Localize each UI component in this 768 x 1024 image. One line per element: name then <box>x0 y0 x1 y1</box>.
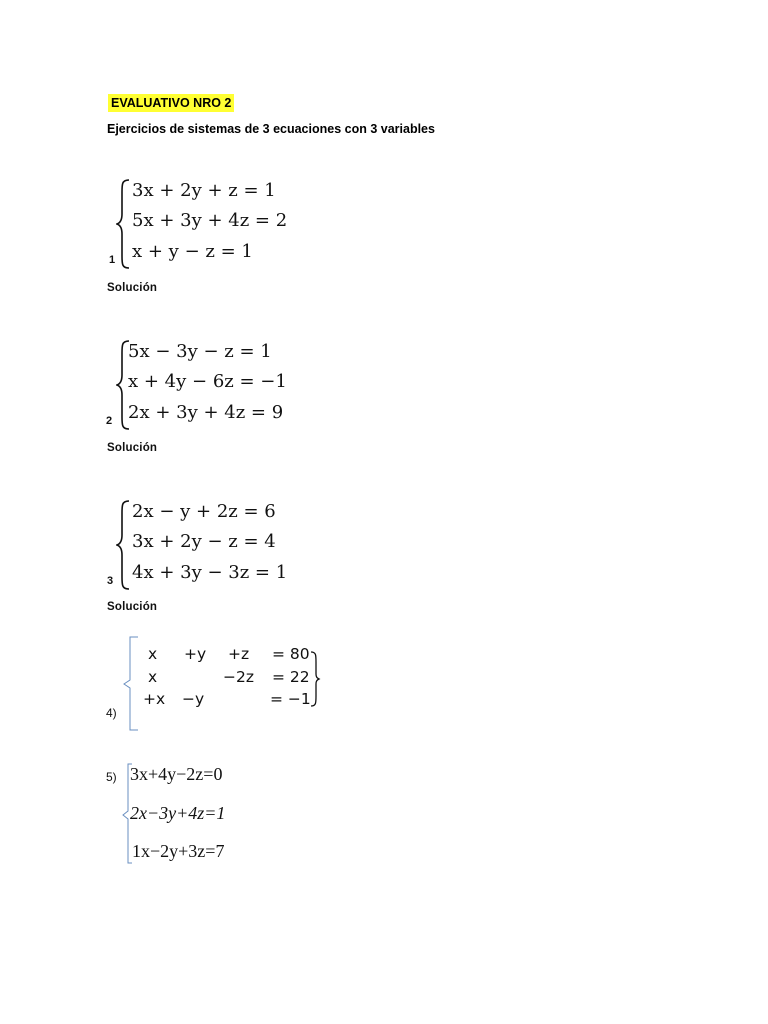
system-3 <box>106 497 406 592</box>
system-number: 2 <box>106 415 113 427</box>
equation-5-3: 1x−2y+3z=7 <box>132 841 225 861</box>
system-2 <box>106 337 406 432</box>
system-number: 4) <box>106 706 117 720</box>
left-brace-icon <box>116 178 132 270</box>
solution-label-2: Solución <box>107 442 158 454</box>
left-bracket-icon <box>120 636 140 732</box>
equation-5-1: 3x+4y−2z=0 <box>130 764 223 784</box>
page-subtitle: Ejercicios de sistemas de 3 ecuaciones con 3 variables <box>107 122 435 136</box>
sys4-cell: = 22 <box>272 668 310 686</box>
sys4-cell: +z <box>228 645 250 663</box>
equation-1-1: 3x + 2y + z = 1 <box>132 180 276 201</box>
equation-2-2: x + 4y − 6z = −1 <box>128 371 287 392</box>
system-number: 5) <box>106 770 117 784</box>
solution-label-1: Solución <box>107 282 158 294</box>
sys4-cell: x <box>148 668 158 686</box>
sys4-cell: = −1 <box>270 690 311 708</box>
equation-5-2: 2x−3y+4z=1 <box>130 803 226 823</box>
equation-2-3: 2x + 3y + 4z = 9 <box>128 402 284 423</box>
system-1 <box>106 176 406 271</box>
equation-1-3: x + y − z = 1 <box>132 241 253 262</box>
sys4-cell: = 80 <box>272 645 310 663</box>
equation-3-1: 2x − y + 2z = 6 <box>132 501 276 522</box>
sys4-cell: x <box>148 645 158 663</box>
sys4-cell: +y <box>184 645 207 663</box>
system-number: 1 <box>109 254 116 266</box>
sys4-cell: −y <box>182 690 205 708</box>
left-brace-icon <box>116 499 132 591</box>
sys4-cell: −2z <box>223 668 254 686</box>
page-title: EVALUATIVO NRO 2 <box>108 94 234 112</box>
right-brace-icon <box>309 650 321 708</box>
sys4-cell: +x <box>143 690 166 708</box>
equation-1-2: 5x + 3y + 4z = 2 <box>132 210 288 231</box>
equation-3-2: 3x + 2y − z = 4 <box>132 531 276 552</box>
equation-3-3: 4x + 3y − 3z = 1 <box>132 562 288 583</box>
system-number: 3 <box>107 575 114 587</box>
system-4 <box>140 645 320 715</box>
equation-2-1: 5x − 3y − z = 1 <box>128 341 272 362</box>
solution-label-3: Solución <box>107 601 158 613</box>
